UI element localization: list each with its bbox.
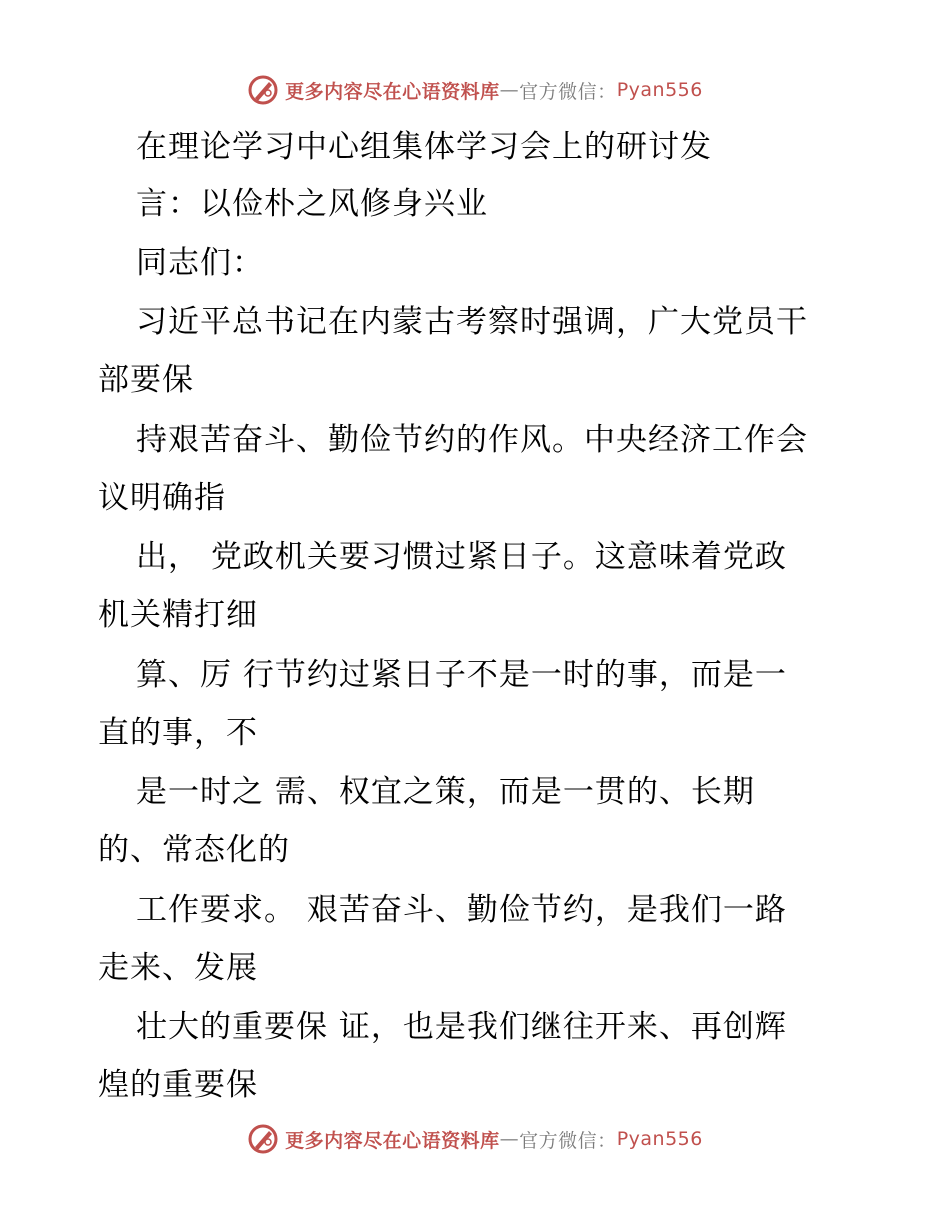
paragraph-line: 议明确指 (98, 480, 226, 516)
banner-wechat-id: Pyan556 (616, 1128, 703, 1150)
pen-logo-icon (247, 1123, 279, 1155)
title-line-1: 在理论学习中心组集体学习会上的研讨发 (136, 129, 712, 165)
paragraph-line: 工作要求。 艰苦奋斗、勤俭节约，是我们一路 (136, 892, 787, 928)
paragraph-line: 走来、发展 (98, 950, 258, 986)
paragraph-line: 煌的重要保 (98, 1067, 258, 1103)
paragraph-line: 直的事，不 (98, 715, 258, 751)
paragraph-line: 习近平总书记在内蒙古考察时强调，广大党员干 (136, 304, 808, 340)
paragraph-line: 出， 党政机关要习惯过紧日子。这意味着党政 (136, 539, 787, 575)
paragraph-line: 机关精打细 (98, 597, 258, 633)
banner-dash: — (499, 1128, 520, 1150)
paragraph-line: 的、常态化的 (98, 832, 290, 868)
banner-main-text: 更多内容尽在心语资料库 (285, 1129, 500, 1152)
paragraph-line: 壮大的重要保 证，也是我们继往开来、再创辉 (136, 1009, 787, 1045)
banner-wechat-label: 官方微信： (519, 1129, 617, 1152)
paragraph-line: 部要保 (98, 362, 194, 398)
banner-wechat-label: 官方微信： (519, 80, 617, 103)
footer-banner (0, 1121, 950, 1157)
banner-wechat-id: Pyan556 (616, 79, 703, 101)
banner-main-text: 更多内容尽在心语资料库 (285, 80, 500, 103)
paragraph-line: 算、厉 行节约过紧日子不是一时的事，而是一 (136, 657, 787, 693)
title-line-2: 言：以俭朴之风修身兴业 (136, 186, 488, 222)
paragraph-line: 是一时之 需、权宜之策，而是一贯的、长期 (136, 774, 755, 810)
banner-dash: — (499, 79, 520, 101)
paragraph-line: 持艰苦奋斗、勤俭节约的作风。中央经济工作会 (136, 422, 808, 458)
salutation: 同志们： (136, 245, 264, 281)
